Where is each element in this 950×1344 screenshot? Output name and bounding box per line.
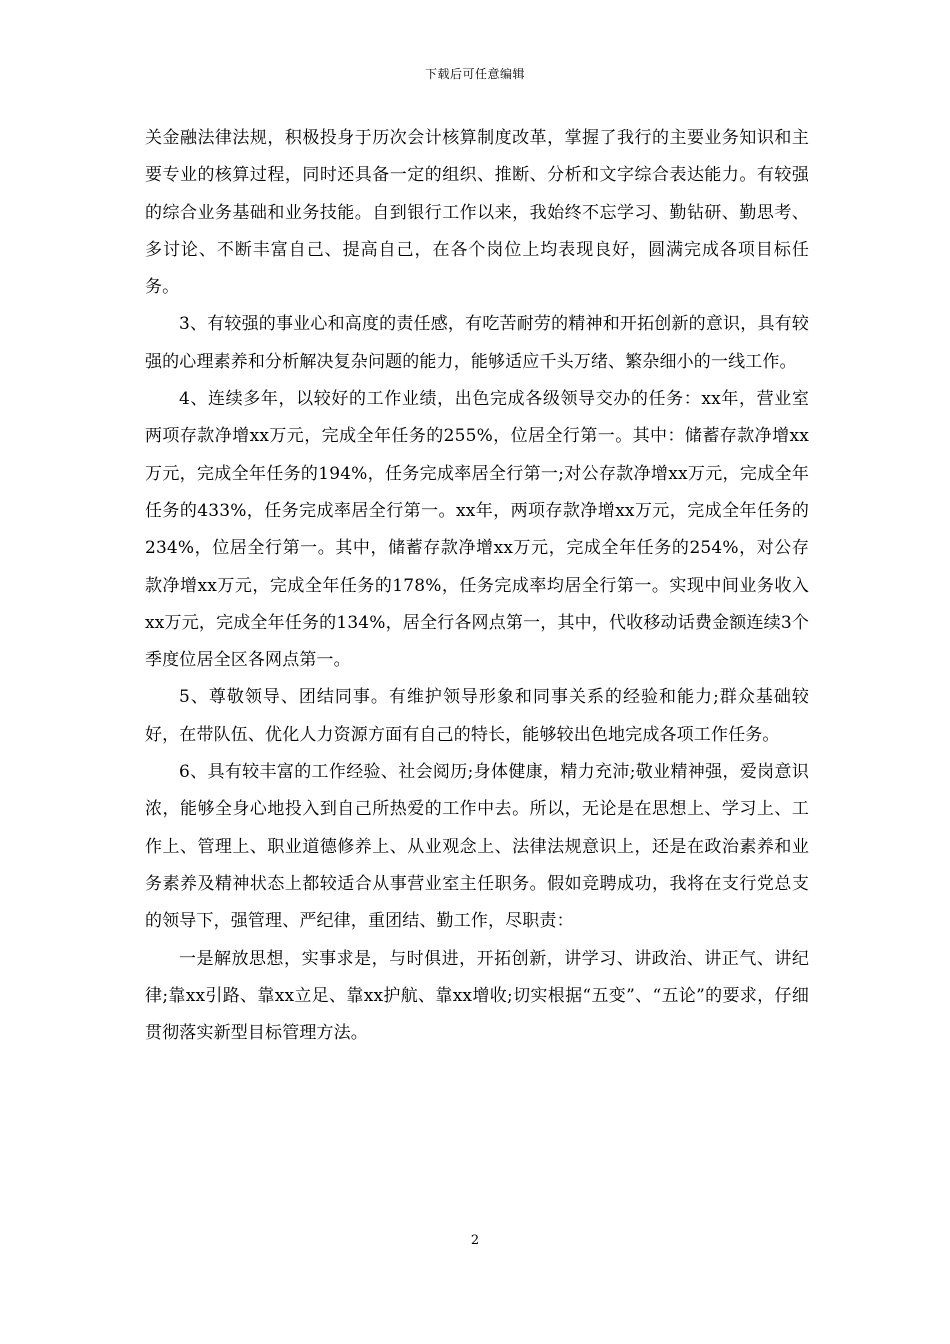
paragraph-continuation: 关金融法律法规，积极投身于历次会计核算制度改革，掌握了我行的主要业务知识和主要专业的核算过程，同时还具备一定的组织、推断、分析和文字综合表达能力。有较强的综合业务基础和业务技能。自到银行工作以来，我始终不忘学习、勤钻研、勤思考、多讨论、不断丰富自己、提高自己，在各个岗位上均表现良好，圆满完成各项目标任务。 bbox=[145, 128, 809, 298]
document-body bbox=[145, 120, 809, 1052]
paragraph-point-one: 一是解放思想，实事求是，与时俱进，开拓创新，讲学习、讲政治、讲正气、讲纪律;靠xx引路、靠xx立足、靠xx护航、靠xx增收;切实根据“五变”、“五论”的要求，仔细贯彻落实新型目标管理方法。 bbox=[145, 948, 809, 1044]
page-number: 2 bbox=[470, 1233, 480, 1248]
page-header: 下载后可任意编辑 bbox=[424, 67, 525, 81]
paragraph-item-5: 5、尊敬领导、团结同事。有维护领导形象和同事关系的经验和能力;群众基础较好，在带队伍、优化人力资源方面有自己的特长，能够较出色地完成各项工作任务。 bbox=[145, 687, 809, 745]
paragraph-item-6: 6、具有较丰富的工作经验、社会阅历;身体健康，精力充沛;敬业精神强，爱岗意识浓，能够全身心地投入到自己所热爱的工作中去。所以，无论是在思想上、学习上、工作上、管理上、职业道德修养上、从业观念上、法律法规意识上，还是在政治素养和业务素养及精神状态上都较适合从事营业室主任职务。假如竞聘成功，我将在支行党总支的领导下，强管理、严纪律，重团结、勤工作，尽职责： bbox=[145, 762, 809, 932]
paragraph-item-4: 4、连续多年，以较好的工作业绩，出色完成各级领导交办的任务：xx年，营业室两项存款净增xx万元，完成全年任务的255%，位居全行第一。其中：储蓄存款净增xx万元，完成全年任务的194%，任务完成率居全行第一;对公存款净增xx万元，完成全年任务的433%，任务完成率居全行第一。xx年，两项存款净增xx万元，完成全年任务的234%，位居全行第一。其中，储蓄存款净增xx万元，完成全年任务的254%，对公存款净增xx万元，完成全年任务的178%，任务完成率均居全行第一。实现中间业务收入xx万元，完成全年任务的134%，居全行各网点第一，其中，代收移动话费金额连续3个季度位居全区各网点第一。 bbox=[145, 389, 809, 671]
paragraph-item-3: 3、有较强的事业心和高度的责任感，有吃苦耐劳的精神和开拓创新的意识，具有较强的心理素养和分析解决复杂问题的能力，能够适应千头万绪、繁杂细小的一线工作。 bbox=[145, 314, 809, 372]
